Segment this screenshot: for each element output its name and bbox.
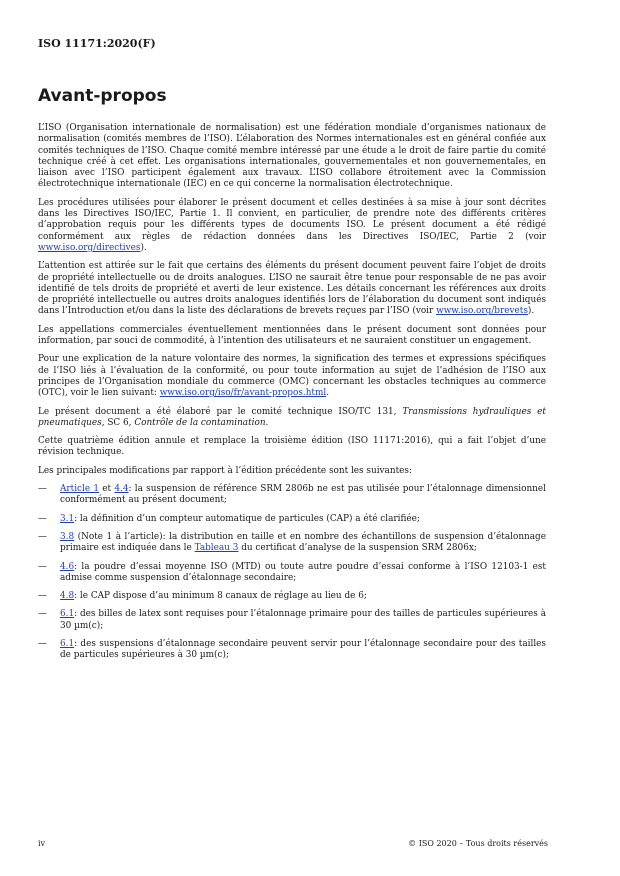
copyright-notice: © ISO 2020 – Tous droits réservés xyxy=(408,839,548,848)
directives-link[interactable]: www.iso.org/directives xyxy=(38,242,141,253)
paragraph-text: . xyxy=(326,388,330,399)
dash-bullet: — xyxy=(38,484,47,495)
paragraph-iso-intro: L’ISO (Organisation internationale de normalisation) est une fédération mondiale d’organismes nationaux de normalisation (comités membres de l’ISO). L’élaboration des Normes internationales est en général confiée aux comités techniques de l’ISO. Chaque comité membre intéressé par une étude a le droit de faire partie du comité technique créé à cet effet. Les organisations internationales, gouvernementales et non gouvernementales, en liaison avec l’ISO participent également aux travaux. L’ISO collabore étroitement avec la Commission électrotechnique internationale (IEC) en ce qui concerne la normalisation électrotechnique. xyxy=(38,123,546,190)
paragraph-text: L’attention est attirée sur le fait que certains des éléments du présent document peuvent faire l’objet de droits de propriété intellectuelle ou de droits analogues. L’ISO ne saurait être tenue pour responsable de ne pas avoir identifié de tels droits de propriété et averti de leur existence. Les détails concernant les références aux droits de propriété intellectuelle ou autres droits analogues identifiés lors de l’élaboration du document sont indiqués dans l’Introduction et/ou dans la liste des déclarations de brevets reçues par l’ISO (voir xyxy=(38,261,546,317)
clause-link[interactable]: 4.8 xyxy=(60,591,75,602)
paragraph-text: ). xyxy=(527,306,535,317)
paragraph-trade-names: Les appellations commerciales éventuellement mentionnées dans le présent document sont données pour information, par souci de commodité, à l’intention des utilisateurs et ne sauraient constituer un engagement. xyxy=(38,324,546,347)
patents-link[interactable]: www.iso.org/brevets xyxy=(436,306,528,317)
clause-link[interactable]: 3.1 xyxy=(60,513,75,524)
list-text: (Note 1 à l’article): la distribution en taille et en nombre des échantillons de suspension d’étalonnage primaire est indiquée dans le xyxy=(60,531,546,554)
list-item xyxy=(38,484,546,507)
paragraph-text: ). xyxy=(140,242,147,253)
paragraph-committee xyxy=(38,407,546,430)
dash-bullet: — xyxy=(38,513,47,524)
paragraph-text: . xyxy=(265,417,269,428)
clause-link[interactable]: Article 1 xyxy=(60,484,100,495)
dash-bullet: — xyxy=(38,638,47,649)
paragraph-changes-intro: Les principales modifications par rapport à l’édition précédente sont les suivantes: xyxy=(38,465,412,476)
committee-title: Transmissions hydrauliques et pneumatiques xyxy=(38,406,546,428)
paragraph-procedures xyxy=(38,198,546,254)
clause-link[interactable]: 4.4 xyxy=(114,484,129,495)
dash-bullet: — xyxy=(38,609,47,620)
list-text: et xyxy=(99,484,115,495)
clause-link[interactable]: 6.1 xyxy=(60,638,75,649)
list-text: : des suspensions d’étalonnage secondaire peuvent servir pour l’étalonnage secondaire pour des tailles de particules supérieures à 30 µm(c); xyxy=(60,638,546,661)
list-item xyxy=(38,591,546,602)
paragraph-voluntary-nature xyxy=(38,354,546,399)
list-text: : la définition d’un compteur automatique de particules (CAP) a été clarifiée; xyxy=(74,513,420,524)
page-number: iv xyxy=(38,839,46,848)
list-item xyxy=(38,514,546,525)
list-text: du certificat d’analyse de la suspension SRM 2806x; xyxy=(238,543,477,554)
paragraph-text: , SC 6, xyxy=(101,417,135,428)
list-item xyxy=(38,562,546,585)
table-link[interactable]: Tableau 3 xyxy=(194,543,239,554)
list-text: : la suspension de référence SRM 2806b ne est pas utilisée pour l’étalonnage dimensionnel conformément au présent document; xyxy=(60,484,546,506)
page-title: Avant-propos xyxy=(38,86,167,106)
list-item xyxy=(38,639,546,662)
foreword-link[interactable]: www.iso.org/iso/fr/avant-propos.html xyxy=(159,388,327,399)
clause-link[interactable]: 4.6 xyxy=(60,561,75,572)
subcommittee-title: Contrôle de la contamination xyxy=(134,417,266,428)
list-item xyxy=(38,609,546,632)
changes-list xyxy=(38,484,546,662)
list-text: : le CAP dispose d’au minimum 8 canaux de réglage au lieu de 6; xyxy=(74,591,367,602)
paragraph-text: Les procédures utilisées pour élaborer le présent document et celles destinées à sa mise à jour sont décrites dans les Directives ISO/IEC, Partie 1. Il convient, en particulier, de prendre note des différents critères d’approbation requis pour les différents types de documents ISO. Le présent document a été rédigé conformément aux règles de rédaction données dans les Directives ISO/IEC, Partie 2 (voir xyxy=(38,197,546,242)
list-text: : la poudre d’essai moyenne ISO (MTD) ou toute autre poudre d’essai conforme à l’ISO 12103-1 est admise comme suspension d’étalonnage secondaire; xyxy=(60,561,546,583)
document-id-header: ISO 11171:2020(F) xyxy=(38,37,156,50)
document-body xyxy=(38,123,546,669)
paragraph-edition: Cette quatrième édition annule et remplace la troisième édition (ISO 11171:2016), qui a fait l’objet d’une révision technique. xyxy=(38,436,546,458)
paragraph-text: Le présent document a été élaboré par le comité technique ISO/TC 131, xyxy=(38,406,403,417)
paragraph-text: Pour une explication de la nature volontaire des normes, la signification des termes et expressions spécifiques de l’ISO liés à l’évaluation de la conformité, ou pour toute information au sujet de l’adhésion de l’ISO aux principes de l’Organisation mondiale du commerce (OMC) concernant les obstacles techniques au commerce (OTC), voir le lien suivant: xyxy=(38,354,546,399)
dash-bullet: — xyxy=(38,531,47,542)
list-item xyxy=(38,532,546,555)
dash-bullet: — xyxy=(38,591,47,602)
list-text: : des billes de latex sont requises pour l’étalonnage primaire pour des tailles de particules supérieures à 30 µm(c); xyxy=(60,609,546,631)
clause-link[interactable]: 6.1 xyxy=(60,609,75,620)
clause-link[interactable]: 3.8 xyxy=(60,531,75,542)
dash-bullet: — xyxy=(38,561,47,572)
paragraph-patents xyxy=(38,261,546,317)
